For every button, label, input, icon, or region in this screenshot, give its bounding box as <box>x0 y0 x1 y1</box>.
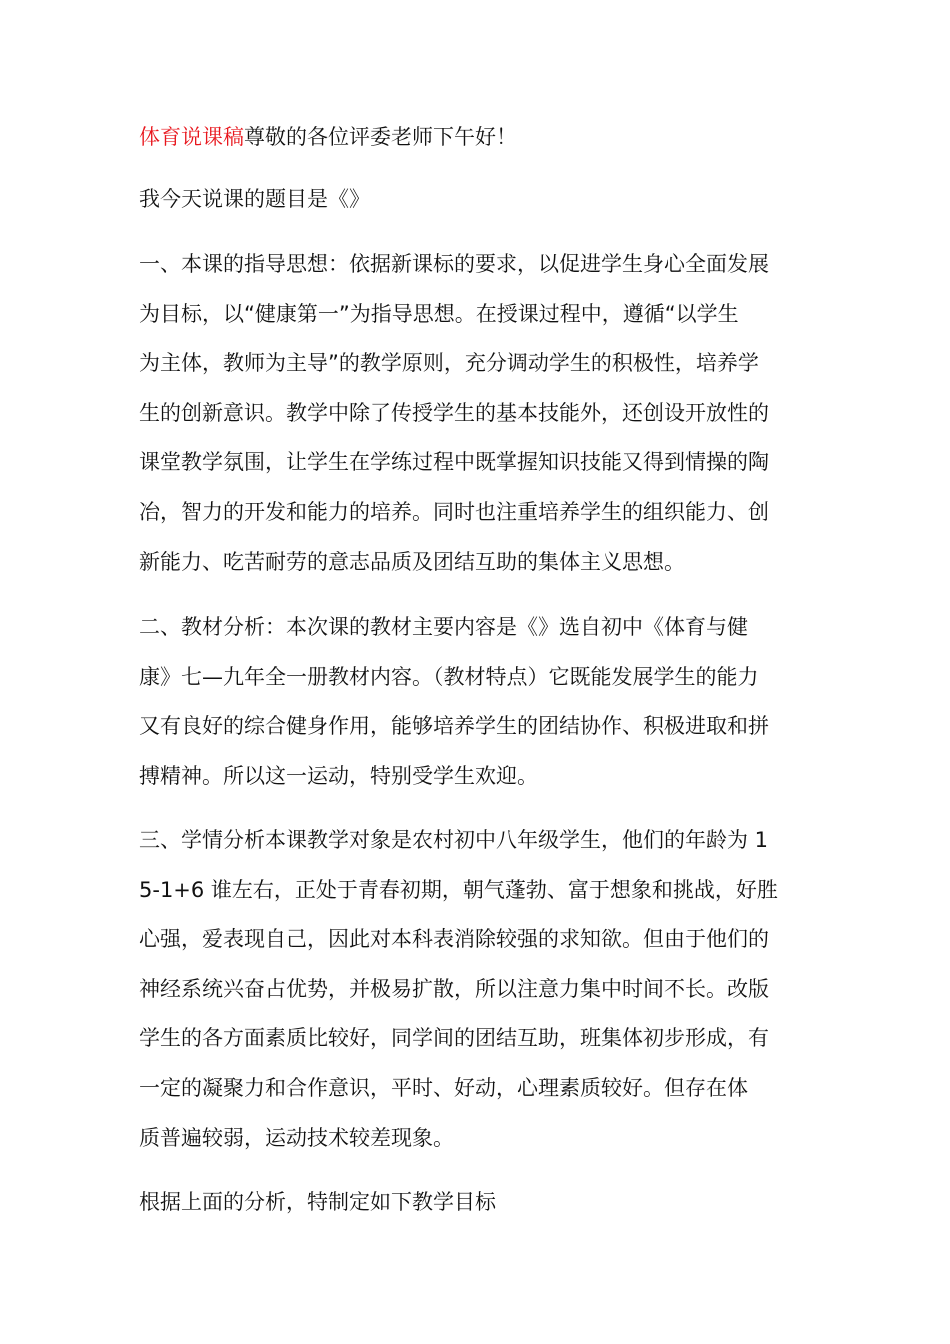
section-guiding-thought <box>139 240 819 587</box>
paragraph-line: 学生的各方面素质比较好，同学间的团结互助，班集体初步形成，有 <box>139 1026 769 1051</box>
paragraph-line: 二、教材分析：本次课的教材主要内容是《》选自初中《体育与健 <box>139 615 748 639</box>
paragraph-line: 冶，智力的开发和能力的培养。同时也注重培养学生的组织能力、创 <box>139 499 769 524</box>
paragraph-line: 又有良好的综合健身作用，能够培养学生的团结协作、积极进取和拼 <box>139 714 769 739</box>
paragraph-line: 5-1+6 谁左右，正处于青春初期，朝气蓬勃、富于想象和挑战，好胜 <box>139 877 778 902</box>
greeting-text: 尊敬的各位评委老师下午好！ <box>244 125 517 149</box>
paragraph-line: 搏精神。所以这一运动，特别受学生欢迎。 <box>139 763 538 788</box>
paragraph-line: 质普遍较弱，运动技术较差现象。 <box>139 1125 454 1150</box>
paragraph-line: 三、学情分析本课教学对象是农村初中八年级学生，他们的年龄为 1 <box>139 828 769 852</box>
paragraph-line: 心强，爱表现自己，因此对本科表消除较强的求知欲。但由于他们的 <box>139 927 769 952</box>
paragraph-line: 一、本课的指导思想：依据新课标的要求，以促进学生身心全面发展 <box>139 252 769 276</box>
section-student-analysis <box>139 816 819 1163</box>
greeting-paragraph <box>139 113 819 163</box>
paragraph-line: 康》七—九年全一册教材内容。（教材特点）它既能发展学生的能力 <box>139 664 759 689</box>
paragraph-line: 生的创新意识。教学中除了传授学生的基本技能外，还创设开放性的 <box>139 400 769 425</box>
conclusion-paragraph: 根据上面的分析，特制定如下教学目标 <box>139 1190 496 1214</box>
paragraph-line: 为主体，教师为主导”的教学原则，充分调动学生的积极性，培养学 <box>139 351 759 376</box>
topic-paragraph: 我今天说课的题目是《》 <box>139 187 370 211</box>
paragraph-line: 一定的凝聚力和合作意识，平时、好动，心理素质较好。但存在体 <box>139 1075 748 1100</box>
paragraph-line: 神经系统兴奋占优势，并极易扩散，所以注意力集中时间不长。改版 <box>139 976 769 1001</box>
document-title: 体育说课稿 <box>139 125 244 149</box>
paragraph-line: 课堂教学氛围，让学生在学练过程中既掌握知识技能又得到情操的陶 <box>139 450 769 475</box>
paragraph-line: 为目标，以“健康第一”为指导思想。在授课过程中，遵循“以学生 <box>139 301 739 326</box>
paragraph-line: 新能力、吃苦耐劳的意志品质及团结互助的集体主义思想。 <box>139 549 685 574</box>
section-material-analysis <box>139 603 819 801</box>
